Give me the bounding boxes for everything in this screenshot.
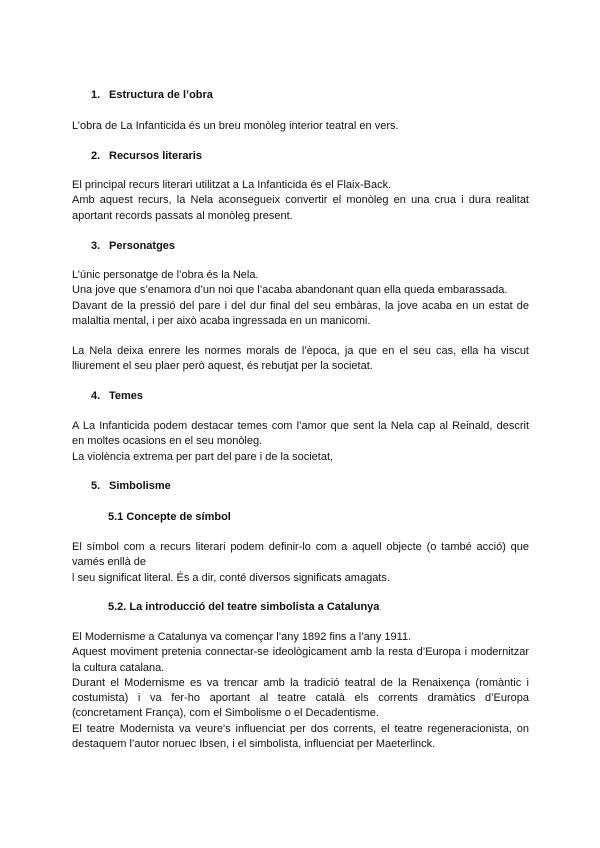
paragraph-estructura: L’obra de La Infanticida és un breu monòleg interior teatral en vers. xyxy=(72,120,399,132)
subheading-teatre-simbolista: 5.2. La introducció del teatre simbolista a Catalunya xyxy=(108,601,380,613)
heading-recursos: 2. Recursos literaris xyxy=(91,150,202,162)
paragraph-teatre-simbolista: El Modernisme a Catalunya va començar l’any 1892 fins a l’any 1911. Aquest moviment pretenia connectar-se ideològicament amb la resta d’Europa i modernitzar la cultura catalana. Durant el Modernisme es va trencar amb la tradició teatral de la Renaixença (romàntic i costumista) i va fer-ho aportant al teatre català els corrents dramàtics d’Europa (concretament França), com el Simbolisme o el Decadentisme. El teatre Modernista va veure's influenciat per dos corrents, el teatre regeneracionista, on destaquem l’autor noruec Ibsen, i el simbolista, influenciat per Maeterlinck. xyxy=(72,631,529,751)
heading-simbolisme: 5. Simbolisme xyxy=(91,480,171,492)
paragraph-personatges-1: L’únic personatge de l’obra és la Nela. Una jove que s’enamora d’un noi que l’acaba abandonant quan ella queda embarassada. Davant de la pressió del pare i del dur final del seu embàras, la jove acaba en un estat de malaltia mental, i per això acaba ingressada en un manicomi. xyxy=(72,269,529,327)
paragraph-concepte-simbol: El símbol com a recurs literari podem definir-lo com a aquell objecte (o també acció) que vamés enllà de l seu significat literal. És a dir, conté diversos significats amagats. xyxy=(72,541,529,584)
subheading-concepte-simbol: 5.1 Concepte de símbol xyxy=(108,511,231,523)
paragraph-recursos: El principal recurs literari utilitzat a La Infanticida és el Flaix-Back. Amb aquest recurs, la Nela aconsegueix convertir el monòleg en una crua i dura realitat aportant records passats al monòleg present. xyxy=(72,179,529,222)
paragraph-personatges-2: La Nela deixa enrere les normes morals de l’època, ja que en el seu cas, ella ha viscut lliurement el seu plaer però aquest, és rebutjat per la societat. xyxy=(72,345,529,373)
heading-temes: 4. Temes xyxy=(91,390,144,402)
paragraph-temes: A La Infanticida podem destacar temes com l’amor que sent la Nela cap al Reinald, descrit en moltes ocasions en el seu monòleg. La violència extrema per part del pare i de la societat, xyxy=(72,420,529,463)
heading-estructura: 1. Estructura de l’obra xyxy=(91,89,213,101)
heading-personatges: 3. Personatges xyxy=(91,240,176,252)
